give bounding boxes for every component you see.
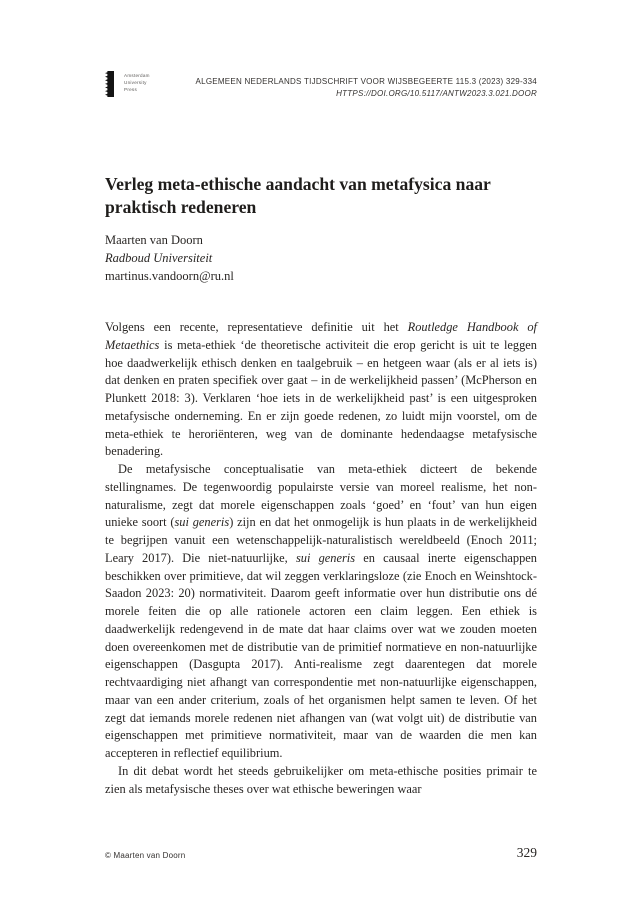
publisher-name (124, 72, 150, 93)
publisher-name-line: University (124, 80, 147, 85)
paragraph: Volgens een recente, representatieve definitie uit het Routledge Handbook of Metaethics is meta-ethiek ‘de theoretische activiteit die erop gericht is uit te leggen hoe daadwerkelijk ethisch denken en taalgebruik – en hetgeen waar (als er al iets is) dat denken en praten specifiek over gaat – in de werkelijkheid passen’ (McPherson en Plunkett 2018: 3). Verklaren ‘hoe iets in de werkelijkheid past’ is een uitgesproken metafysische onderneming. En er zijn goede redenen, zo luidt mijn voorstel, om de meta-ethiek te heroriënteren, weg van de dominante hedendaagse metafysische benadering. (105, 320, 537, 459)
article-title: Verleg meta-ethische aandacht van metafysica naar praktisch redeneren (105, 174, 491, 217)
publisher-logo (105, 71, 150, 97)
page-number: 329 (516, 845, 537, 860)
publisher-name-line: Amsterdam (124, 73, 150, 78)
author-name: Maarten van Doorn (105, 233, 203, 247)
author-block (105, 231, 234, 285)
publisher-logo-icon (105, 71, 114, 97)
paragraph: In dit debat wordt het steeds gebruikelijker om meta-ethische posities primair te zien als metafysische theses over wat ethische beweringen waar (105, 763, 537, 796)
author-affiliation: Radboud Universiteit (105, 251, 213, 265)
doi-link: HTTPS://DOI.ORG/10.5117/ANTW2023.3.021.DOOR (336, 89, 537, 98)
journal-citation: ALGEMEEN NEDERLANDS TIJDSCHRIFT VOOR WIJSBEGEERTE 115.3 (2023) 329-334 (195, 77, 537, 86)
copyright-notice: © Maarten van Doorn (105, 851, 186, 860)
article-body (105, 319, 537, 798)
author-email: martinus.vandoorn@ru.nl (105, 269, 234, 283)
journal-header (196, 76, 537, 100)
publisher-name-line: Press (124, 87, 137, 92)
paragraph: De metafysische conceptualisatie van meta-ethiek dicteert de bekende stellingnames. De tegenwoordig populairste versie van moreel realisme, het non-naturalisme, zegt dat morele eigenschappen zoals ‘goed’ en ‘fout’ van hun eigen unieke soort (sui generis) zijn en dat het onmogelijk is hun plaats in de werkelijkheid te begrijpen vanuit een wetenschappelijk-naturalistisch wereldbeeld (Enoch 2011; Leary 2017). Die niet-natuurlijke, sui generis en causaal inerte eigenschappen beschikken over primitieve, dat wil zeggen verklaringsloze (zie Enoch en Weinshtock-Saadon 2023: 20) normativiteit. Daarom geeft informatie over hun distributie ons dé morele feiten die op alle rationele actoren een claim leggen. Een ethiek is daadwerkelijk redengevend in de mate dat haar claims over wat we zouden moeten doen overeenkomen met de distributie van de primitief normatieve en non-natuurlijke eigenschappen (Dasgupta 2017). Anti-realisme zegt daarentegen dat morele rechtvaardiging niet afhangt van correspondentie met non-natuurlijke eigenschappen, maar van een ander criterium, zoals of het organismen helpt samen te leven. Of het zegt dat iemands morele redenen niet afhangen van (wat volgt uit) de distributie van eigenschappen met primitieve normativiteit, maar van de waarden die men kan accepteren in reflectief equilibrium. (105, 462, 538, 760)
